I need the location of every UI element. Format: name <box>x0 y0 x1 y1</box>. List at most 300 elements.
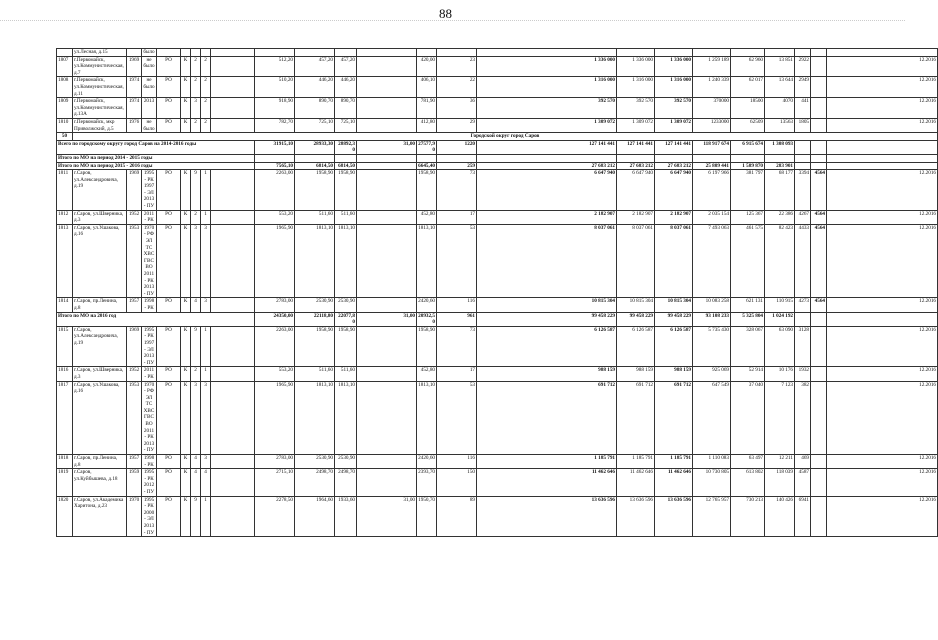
area-total: 553,20 <box>255 210 295 224</box>
roof-type: К <box>181 298 191 312</box>
total-source-1: 27 683 212 <box>617 162 655 170</box>
row-number: 1815 <box>57 326 73 367</box>
floors: 2 <box>191 77 201 98</box>
total-area-roof: 20932,50 <box>418 312 435 326</box>
total-source-5: 1 308 093 <box>765 140 795 154</box>
row-number: 1818 <box>57 455 73 469</box>
roof-type <box>181 49 191 57</box>
unit-cost: 1805 <box>795 118 811 132</box>
residents: 23 <box>437 56 477 77</box>
roof-type: К <box>181 367 191 381</box>
build-year: 1957 <box>127 455 142 469</box>
source-1: 392 570 <box>617 98 655 119</box>
roof-type: К <box>181 496 191 537</box>
total-area-nonres <box>357 162 417 170</box>
source-3: 1233000 <box>693 118 731 132</box>
total-area-roof: 27577,90 <box>418 140 435 154</box>
last-repair: 1970 - РФ ЭЛ ТС ХВС ГВС ВО 2011 - РК 2013 - ПУ <box>142 381 157 455</box>
row-number: 1808 <box>57 77 73 98</box>
completion-date: 12.2016 <box>827 367 938 381</box>
floors: 2 <box>191 210 201 224</box>
source-1: 691 712 <box>617 381 655 455</box>
total-row <box>57 312 938 326</box>
last-repair: 1998 - РК <box>142 298 157 312</box>
address: г.Саров, ул.Александровича, д.19 <box>73 170 127 211</box>
source-1: 13 636 596 <box>617 496 655 537</box>
source-2: 691 712 <box>655 381 693 455</box>
wall-material: РО <box>157 98 181 119</box>
source-4 <box>731 49 765 57</box>
area-nonres <box>357 210 417 224</box>
source-3: 10 083 258 <box>693 298 731 312</box>
source-1: 988 159 <box>617 367 655 381</box>
area-nonres: 31,00 <box>357 496 417 537</box>
row-number: 1816 <box>57 367 73 381</box>
source-2: 1 309 072 <box>655 118 693 132</box>
area-residential: 1813,10 <box>335 381 357 455</box>
address: г.Первомайск, мкр Приволжский, д.5 <box>73 118 127 132</box>
area-nonres <box>357 49 417 57</box>
last-repair: 2011 - РК <box>142 210 157 224</box>
total-row <box>57 154 938 162</box>
area-residential <box>335 49 357 57</box>
area-nonres <box>357 77 417 98</box>
unit-cost: 4273 <box>795 298 811 312</box>
source-3: 925 069 <box>693 367 731 381</box>
repair-cost: 1 185 791 <box>477 455 617 469</box>
completion-date: 12.2016 <box>827 496 938 537</box>
source-5 <box>765 49 795 57</box>
source-3: 12 765 957 <box>693 496 731 537</box>
entrances: 3 <box>201 298 211 312</box>
total-row <box>57 140 938 154</box>
source-5: 118 039 <box>765 469 795 496</box>
blank-cell <box>211 455 255 469</box>
area-residential: 2498,70 <box>335 469 357 496</box>
completion-date: 12.2016 <box>827 469 938 496</box>
area-roof: 1958,90 <box>417 326 437 367</box>
last-repair: 2013 <box>142 98 157 119</box>
section-title-row <box>57 133 938 141</box>
row-number: 1820 <box>57 496 73 537</box>
area-residential: 2530,90 <box>335 455 357 469</box>
roof-type: К <box>181 381 191 455</box>
area-total: 510,20 <box>255 77 295 98</box>
source-4: 621 131 <box>731 298 765 312</box>
source-2: 2 182 907 <box>655 210 693 224</box>
source-3: 10 730 805 <box>693 469 731 496</box>
floors: 9 <box>191 326 201 367</box>
last-repair: не было <box>142 56 157 77</box>
blank-cell <box>795 162 811 170</box>
floors: 2 <box>191 367 201 381</box>
total-area-nonres: 31,00 <box>357 312 417 326</box>
total-area-living: 6814,50 <box>295 162 335 170</box>
build-year: 1969 <box>127 326 142 367</box>
residents: 22 <box>437 77 477 98</box>
repair-cost: 988 159 <box>477 367 617 381</box>
total-residents: 961 <box>437 312 477 326</box>
table-row <box>57 381 938 455</box>
area-roof: 2420,60 <box>417 455 437 469</box>
source-1: 8 037 061 <box>617 224 655 298</box>
limit-cost <box>811 56 827 77</box>
residents: 73 <box>437 326 477 367</box>
table-row <box>57 210 938 224</box>
source-4: 63 497 <box>731 455 765 469</box>
blank-cell <box>211 118 255 132</box>
source-2: 6 126 587 <box>655 326 693 367</box>
area-residential: 1958,90 <box>335 326 357 367</box>
source-2: 8 037 061 <box>655 224 693 298</box>
source-1: 1 336 000 <box>617 56 655 77</box>
row-number: 1814 <box>57 298 73 312</box>
total-cost <box>477 154 617 162</box>
unit-cost <box>795 49 811 57</box>
blank-cell <box>211 496 255 537</box>
total-area-living: 28933,30 <box>295 140 335 154</box>
floors: 4 <box>191 469 201 496</box>
floors: 3 <box>191 224 201 298</box>
last-repair: 1995 - РК 1997 - ЭЛ 2013 - ПУ <box>142 326 157 367</box>
total-source-3: 118 917 674 <box>693 140 731 154</box>
repair-cost: 392 570 <box>477 98 617 119</box>
total-label: Итого по МО на период 2014 - 2015 годы <box>57 154 255 162</box>
area-nonres <box>357 326 417 367</box>
wall-material: РО <box>157 496 181 537</box>
total-source-4: 1 589 870 <box>731 162 765 170</box>
total-residents: 259 <box>437 162 477 170</box>
area-roof: 452,80 <box>417 210 437 224</box>
entrances: 2 <box>201 98 211 119</box>
area-total: 1965,90 <box>255 224 295 298</box>
area-roof: 452,80 <box>417 367 437 381</box>
row-number: 1807 <box>57 56 73 77</box>
table-row <box>57 170 938 211</box>
source-3: 5 735 430 <box>693 326 731 367</box>
limit-cost <box>811 98 827 119</box>
area-total <box>255 49 295 57</box>
total-area-total <box>255 154 295 162</box>
completion-date: 12.2016 <box>827 170 938 211</box>
area-roof: 420,00 <box>417 56 437 77</box>
total-source-3: 93 108 233 <box>693 312 731 326</box>
area-total: 918,90 <box>255 98 295 119</box>
roof-type: К <box>181 170 191 211</box>
table-row <box>57 118 938 132</box>
total-source-1 <box>617 154 655 162</box>
address: г.Первомайск, ул.Коммунистическая, д.7 <box>73 56 127 77</box>
area-residential: 1958,90 <box>335 170 357 211</box>
total-source-3: 25 809 441 <box>693 162 731 170</box>
repair-cost: 6 126 587 <box>477 326 617 367</box>
roof-type: К <box>181 210 191 224</box>
completion-date: 12.2016 <box>827 98 938 119</box>
area-living: 511,60 <box>295 367 335 381</box>
build-year <box>127 49 142 57</box>
area-living <box>295 49 335 57</box>
area-living: 446,20 <box>295 77 335 98</box>
last-repair: 1998 - РК <box>142 455 157 469</box>
table-row <box>57 326 938 367</box>
area-nonres <box>357 170 417 211</box>
total-cost: 99 458 229 <box>477 312 617 326</box>
blank-cell <box>211 367 255 381</box>
source-5: 13 851 <box>765 56 795 77</box>
address: г.Саров, ул.Ушакова, д.16 <box>73 224 127 298</box>
entrances: 3 <box>201 381 211 455</box>
total-source-5: 1 024 192 <box>765 312 795 326</box>
area-residential: 511,60 <box>335 367 357 381</box>
area-roof: 412,80 <box>417 118 437 132</box>
source-5: 7 123 <box>765 381 795 455</box>
address: г.Первомайск, ул.Коммунистическая, д.13А <box>73 98 127 119</box>
limit-cost <box>811 381 827 455</box>
total-cost: 127 141 441 <box>477 140 617 154</box>
blank-cell <box>211 298 255 312</box>
source-1: 6 126 587 <box>617 326 655 367</box>
area-residential: 2530,90 <box>335 298 357 312</box>
unit-cost: 3128 <box>795 326 811 367</box>
area-living: 457,20 <box>295 56 335 77</box>
build-year: 1959 <box>127 469 142 496</box>
repair-cost: 1 316 000 <box>477 77 617 98</box>
unit-cost: 2922 <box>795 56 811 77</box>
wall-material: РО <box>157 170 181 211</box>
residents: 29 <box>437 118 477 132</box>
row-number: 1817 <box>57 381 73 455</box>
last-repair: 1970 - РФ ЭЛ ТС ХВС ГВС ВО 2011 - РК 2013 - ПУ <box>142 224 157 298</box>
blank-cell <box>211 170 255 211</box>
total-source-3 <box>693 154 731 162</box>
total-area-living: 22118,80 <box>295 312 335 326</box>
last-repair: 1995 - РК 2000 - ЭЛ 2013 - ПУ <box>142 496 157 537</box>
area-residential: 1813,10 <box>335 224 357 298</box>
limit-cost <box>811 49 827 57</box>
section-title: Городской округ город Саров <box>73 133 938 141</box>
source-4: 613 802 <box>731 469 765 496</box>
build-year: 1952 <box>127 210 142 224</box>
roof-type: К <box>181 98 191 119</box>
area-nonres <box>357 224 417 298</box>
source-4: 62509 <box>731 118 765 132</box>
total-source-2: 27 683 212 <box>655 162 693 170</box>
blank-cell <box>795 140 811 154</box>
floors: 2 <box>191 56 201 77</box>
floors: 4 <box>191 455 201 469</box>
total-source-5: 283 901 <box>765 162 795 170</box>
source-3: 1 110 083 <box>693 455 731 469</box>
source-1: 11 462 646 <box>617 469 655 496</box>
floors: 2 <box>191 118 201 132</box>
blank-cell <box>811 312 827 326</box>
source-2: 1 336 000 <box>655 56 693 77</box>
source-2 <box>655 49 693 57</box>
source-4: 730 213 <box>731 496 765 537</box>
area-roof: 406,10 <box>417 77 437 98</box>
completion-date: 12.2016 <box>827 455 938 469</box>
blank-cell <box>811 154 827 162</box>
source-3: 1 240 339 <box>693 77 731 98</box>
source-4: 62 960 <box>731 56 765 77</box>
row-number: 1810 <box>57 118 73 132</box>
source-4: 328 067 <box>731 326 765 367</box>
repair-cost: 13 636 596 <box>477 496 617 537</box>
source-1: 1 316 000 <box>617 77 655 98</box>
entrances: 2 <box>201 77 211 98</box>
repair-cost: 10 815 304 <box>477 298 617 312</box>
area-roof: 781,90 <box>417 98 437 119</box>
completion-date: 12.2016 <box>827 326 938 367</box>
repair-cost <box>477 49 617 57</box>
address: г.Саров, ул.Шверника, д.3 <box>73 210 127 224</box>
build-year: 1953 <box>127 381 142 455</box>
build-year: 1974 <box>127 98 142 119</box>
total-residents: 1220 <box>437 140 477 154</box>
unit-cost: 2949 <box>795 77 811 98</box>
address: г.Саров, ул.Академика Харитона, д.23 <box>73 496 127 537</box>
completion-date: 12.2016 <box>827 381 938 455</box>
area-nonres <box>357 367 417 381</box>
source-4: 52 914 <box>731 367 765 381</box>
area-total: 2263,00 <box>255 326 295 367</box>
completion-date <box>827 49 938 57</box>
blank-cell <box>211 49 255 57</box>
floors <box>191 49 201 57</box>
blank-cell <box>211 381 255 455</box>
area-living: 725,10 <box>295 118 335 132</box>
limit-cost <box>811 77 827 98</box>
area-residential: 1933,60 <box>335 496 357 537</box>
address: г.Саров, ул.Александровича, д.19 <box>73 326 127 367</box>
total-source-2: 127 141 441 <box>655 140 693 154</box>
source-4: 62 017 <box>731 77 765 98</box>
area-total: 2783,00 <box>255 298 295 312</box>
source-2: 1 185 791 <box>655 455 693 469</box>
build-year: 1952 <box>127 367 142 381</box>
section-number: 50 <box>57 133 73 141</box>
residents: 89 <box>437 496 477 537</box>
area-living: 2530,90 <box>295 455 335 469</box>
source-4: 18500 <box>731 98 765 119</box>
wall-material: РО <box>157 298 181 312</box>
completion-date: 12.2016 <box>827 118 938 132</box>
last-repair: не было <box>143 118 155 132</box>
table-row <box>57 367 938 381</box>
area-roof <box>417 49 437 57</box>
source-3: 370000 <box>693 98 731 119</box>
last-repair: 1995 - РК 1997 - ЭЛ 2013 - ПУ <box>142 170 157 211</box>
limit-cost <box>811 326 827 367</box>
area-living: 1958,90 <box>295 170 335 211</box>
row-number <box>57 49 73 57</box>
limit-cost: 4564 <box>811 210 827 224</box>
address: г.Саров, пр.Ленина, д.8 <box>73 455 127 469</box>
blank-cell <box>211 224 255 298</box>
floors: 4 <box>191 298 201 312</box>
limit-cost <box>811 367 827 381</box>
limit-cost: 4564 <box>811 298 827 312</box>
area-nonres <box>357 381 417 455</box>
blank-cell <box>211 56 255 77</box>
area-living: 890,70 <box>295 98 335 119</box>
limit-cost: 4564 <box>811 170 827 211</box>
area-total: 2278,50 <box>255 496 295 537</box>
total-area-total: 31915,10 <box>255 140 295 154</box>
source-5: 13 644 <box>765 77 795 98</box>
roof-type: К <box>181 224 191 298</box>
area-living: 511,60 <box>295 210 335 224</box>
total-source-2 <box>655 154 693 162</box>
area-total: 553,20 <box>255 367 295 381</box>
total-source-2: 99 458 229 <box>655 312 693 326</box>
floors: 3 <box>191 98 201 119</box>
table-row <box>57 298 938 312</box>
completion-date: 12.2016 <box>827 224 938 298</box>
build-year: 1953 <box>127 224 142 298</box>
source-2: 11 462 646 <box>655 469 693 496</box>
total-area-residential <box>335 154 357 162</box>
area-nonres <box>357 118 417 132</box>
wall-material: РО <box>157 210 181 224</box>
row-number: 1809 <box>57 98 73 119</box>
entrances: 1 <box>201 326 211 367</box>
last-repair: 1995 - РК 2012 - ПУ <box>142 469 157 496</box>
roof-type: К <box>181 455 191 469</box>
source-3 <box>693 49 731 57</box>
area-total: 1965,90 <box>255 381 295 455</box>
unit-cost: 4587 <box>795 469 811 496</box>
residents: 73 <box>437 170 477 211</box>
area-roof: 2393,70 <box>417 469 437 496</box>
unit-cost: 469 <box>795 455 811 469</box>
area-living: 1813,10 <box>295 224 335 298</box>
source-3: 647 549 <box>693 381 731 455</box>
total-area-roof <box>417 154 437 162</box>
roof-type: К <box>181 326 191 367</box>
total-area-residential: 6814,50 <box>335 162 357 170</box>
scan-border <box>0 20 905 21</box>
build-year: 1957 <box>127 298 142 312</box>
entrances: 1 <box>201 367 211 381</box>
unit-cost: 4433 <box>795 224 811 298</box>
entrances: 2 <box>201 118 211 132</box>
limit-cost <box>811 469 827 496</box>
source-2: 988 159 <box>655 367 693 381</box>
blank-cell <box>827 140 938 154</box>
residents: 36 <box>437 98 477 119</box>
area-total: 2715,10 <box>255 469 295 496</box>
total-source-5 <box>765 154 795 162</box>
row-number: 1811 <box>57 170 73 211</box>
last-repair: было <box>143 49 155 55</box>
residents: 17 <box>437 367 477 381</box>
residents: 53 <box>437 381 477 455</box>
blank-cell <box>211 77 255 98</box>
total-area-living <box>295 154 335 162</box>
area-nonres <box>357 455 417 469</box>
build-year: 1976 <box>127 118 142 132</box>
floors: 9 <box>191 496 201 537</box>
total-area-roof: 6645,40 <box>418 162 435 169</box>
address: г.Саров, пр.Ленина, д.8 <box>73 298 127 312</box>
repair-cost: 6 647 940 <box>477 170 617 211</box>
floors: 9 <box>191 170 201 211</box>
address: ул.Лесная, д.15 <box>73 49 127 57</box>
address: г.Первомайск, ул.Коммунистическая, д.11 <box>73 77 127 98</box>
table-row <box>57 469 938 496</box>
table-row <box>57 496 938 537</box>
